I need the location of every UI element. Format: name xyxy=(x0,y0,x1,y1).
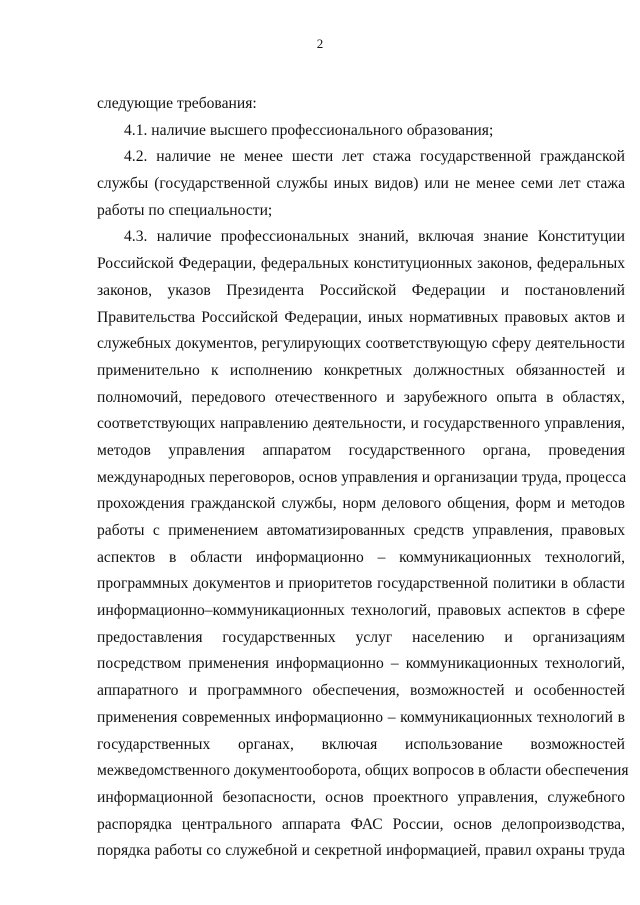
text-line: законов, указов Президента Российской Федерации и постановлений xyxy=(97,281,625,299)
text-line: работы с применением автоматизированных средств управления, правовых xyxy=(97,522,625,539)
text-line: программных документов и приоритетов государственной политики в области xyxy=(97,575,625,593)
text-line: посредством применения информационно – коммуникационных технологий, xyxy=(97,655,625,673)
paragraph xyxy=(97,118,625,145)
text-line: порядка работы со служебной и секретной информацией, правил охраны труда xyxy=(97,842,625,860)
text-line: полномочий, передового отечественного и зарубежного опыта в областях, xyxy=(97,388,625,406)
text-line: информационно–коммуникационных технологий, правовых аспектов в сфере xyxy=(97,602,625,620)
paragraph xyxy=(97,144,625,224)
text-line: предоставления государственных услуг населению и организациям xyxy=(97,628,625,646)
text-line: аппаратного и программного обеспечения, возможностей и особенностей xyxy=(97,682,625,700)
text-line: международных переговоров, основ управления и организации труда, процесса xyxy=(97,468,627,486)
text-line: служебных документов, регулирующих соответствующую сферу деятельности xyxy=(97,335,625,353)
paragraph xyxy=(97,91,625,118)
text-line: применительно к исполнению конкретных должностных обязанностей и xyxy=(97,361,625,379)
text-line: службы (государственной службы иных видов) или не менее семи лет стажа xyxy=(97,175,625,193)
text-line: 4.1. наличие высшего профессионального образования; xyxy=(124,121,494,139)
text-line: распорядка центрального аппарата ФАС России, основ делопроизводства, xyxy=(97,815,625,833)
text-line: Российской Федерации, федеральных конституционных законов, федеральных xyxy=(97,255,625,273)
text-line: Правительства Российской Федерации, иных нормативных правовых актов и xyxy=(97,308,625,326)
text-line: аспектов в области информационно – коммуникационных технологий, xyxy=(97,548,625,566)
text-line: 4.3. наличие профессиональных знаний, включая знание Конституции xyxy=(124,228,625,246)
document-body xyxy=(97,91,629,865)
paragraph xyxy=(97,224,629,865)
text-line: работы по специальности; xyxy=(97,201,273,219)
text-line: методов управления аппаратом государственного органа, проведения xyxy=(97,441,625,459)
page-number: 2 xyxy=(316,36,324,51)
text-line: межведомственного документооборота, общих вопросов в области обеспечения xyxy=(97,762,629,780)
text-line: следующие требования: xyxy=(97,95,257,112)
text-line: 4.2. наличие не менее шести лет стажа государственной гражданской xyxy=(124,148,625,166)
text-line: государственных органах, включая использование возможностей xyxy=(97,735,625,753)
text-line: прохождения гражданской службы, норм делового общения, форм и методов xyxy=(97,495,625,513)
text-line: применения современных информационно – коммуникационных технологий в xyxy=(97,708,625,726)
text-line: соответствующих направлению деятельности, и государственного управления, xyxy=(97,415,625,433)
text-line: информационной безопасности, основ проектного управления, служебного xyxy=(97,788,625,806)
